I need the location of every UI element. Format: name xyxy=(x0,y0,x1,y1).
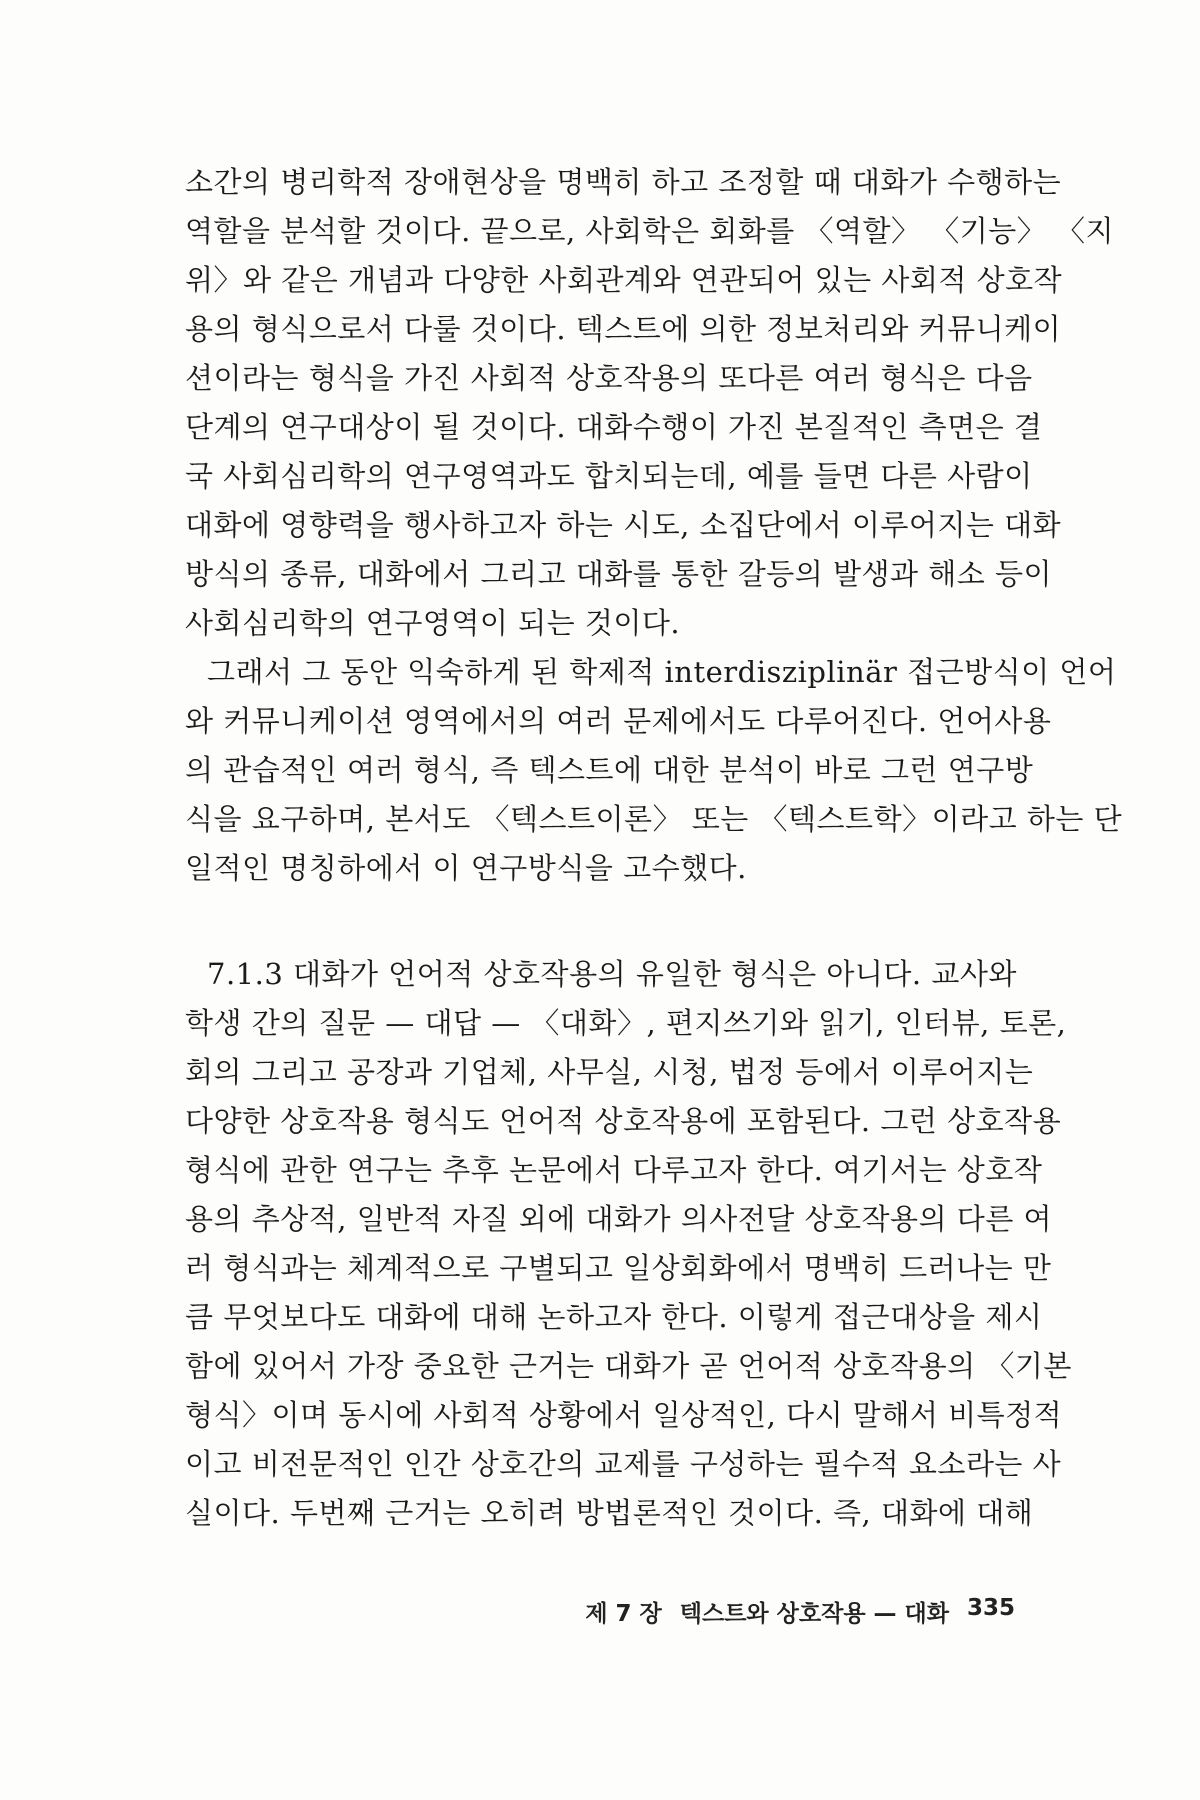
text-line: 대화에 영향력을 행사하고자 하는 시도, 소집단에서 이루어지는 대화 xyxy=(185,508,1062,542)
page-number: 335 xyxy=(966,1595,1015,1621)
text-line: 사회심리학의 연구영역이 되는 것이다. xyxy=(185,606,681,640)
text-line: 와 커뮤니케이션 영역에서의 여러 문제에서도 다루어진다. 언어사용 xyxy=(185,704,1052,738)
text-line: 형식에 관한 연구는 추후 논문에서 다루고자 한다. 여기서는 상호작 xyxy=(185,1153,1043,1187)
text-line: 큼 무엇보다도 대화에 대해 논하고자 한다. 이렇게 접근대상을 제시 xyxy=(185,1300,1043,1334)
text-line: 형식〉이며 동시에 사회적 상황에서 일상적인, 다시 말해서 비특정적 xyxy=(185,1398,1063,1432)
paragraph-continuation xyxy=(185,158,1115,648)
text-line: 위〉와 같은 개념과 다양한 사회관계와 연관되어 있는 사회적 상호작 xyxy=(185,263,1063,297)
text-line: 함에 있어서 가장 중요한 근거는 대화가 곧 언어적 상호작용의 〈기본 xyxy=(185,1349,1072,1383)
section-heading-line: 7.1.3 대화가 언어적 상호작용의 유일한 형식은 아니다. 교사와 xyxy=(207,957,1017,991)
running-footer xyxy=(570,1595,1015,1628)
paragraph-section xyxy=(185,950,1072,1538)
text-line: 단계의 연구대상이 될 것이다. 대화수행이 가진 본질적인 측면은 결 xyxy=(185,410,1043,444)
text-line: 회의 그리고 공장과 기업체, 사무실, 시청, 법정 등에서 이루어지는 xyxy=(185,1055,1034,1089)
text-line: 의 관습적인 여러 형식, 즉 텍스트에 대한 분석이 바로 그런 연구방 xyxy=(185,753,1034,787)
text-line: 션이라는 형식을 가진 사회적 상호작용의 또다른 여러 형식은 다음 xyxy=(185,361,1033,395)
text-line: 이고 비전문적인 인간 상호간의 교제를 구성하는 필수적 요소라는 사 xyxy=(185,1447,1062,1481)
section-7-1-3 xyxy=(185,950,1072,1538)
text-line: 학생 간의 질문 — 대답 — 〈대화〉, 편지쓰기와 읽기, 인터뷰, 토론, xyxy=(185,1006,1067,1040)
text-line: 다양한 상호작용 형식도 언어적 상호작용에 포함된다. 그런 상호작용 xyxy=(185,1104,1062,1138)
text-line: 용의 추상적, 일반적 자질 외에 대화가 의사전달 상호작용의 다른 여 xyxy=(185,1202,1053,1236)
text-line: 소간의 병리학적 장애현상을 명백히 하고 조정할 때 대화가 수행하는 xyxy=(185,165,1062,199)
text-line: 역할을 분석할 것이다. 끝으로, 사회학은 회화를 〈역할〉 〈기능〉 〈지 xyxy=(185,214,1115,248)
upper-text-block xyxy=(185,158,1123,893)
text-line: 방식의 종류, 대화에서 그리고 대화를 통한 갈등의 발생과 해소 등이 xyxy=(185,557,1053,591)
paragraph-interdisciplinary xyxy=(185,648,1123,893)
text-line: 일적인 명칭하에서 이 연구방식을 고수했다. xyxy=(185,851,747,885)
text-line: 식을 요구하며, 본서도 〈텍스트이론〉 또는 〈텍스트학〉이라고 하는 단 xyxy=(185,802,1123,836)
text-line: 실이다. 두번째 근거는 오히려 방법론적인 것이다. 즉, 대화에 대해 xyxy=(185,1496,1034,1530)
text-line: 그래서 그 동안 익숙하게 된 학제적 interdisziplinär 접근방식이 언어 xyxy=(207,655,1117,689)
text-line: 국 사회심리학의 연구영역과도 합치되는데, 예를 들면 다른 사람이 xyxy=(185,459,1033,493)
text-line: 용의 형식으로서 다룰 것이다. 텍스트에 의한 정보처리와 커뮤니케이 xyxy=(185,312,1062,346)
text-line: 러 형식과는 체계적으로 구별되고 일상회화에서 명백히 드러나는 만 xyxy=(185,1251,1052,1285)
footer-chapter: 제 7 장 xyxy=(585,1601,662,1627)
footer-title: 텍스트와 상호작용 — 대화 xyxy=(679,1601,949,1627)
